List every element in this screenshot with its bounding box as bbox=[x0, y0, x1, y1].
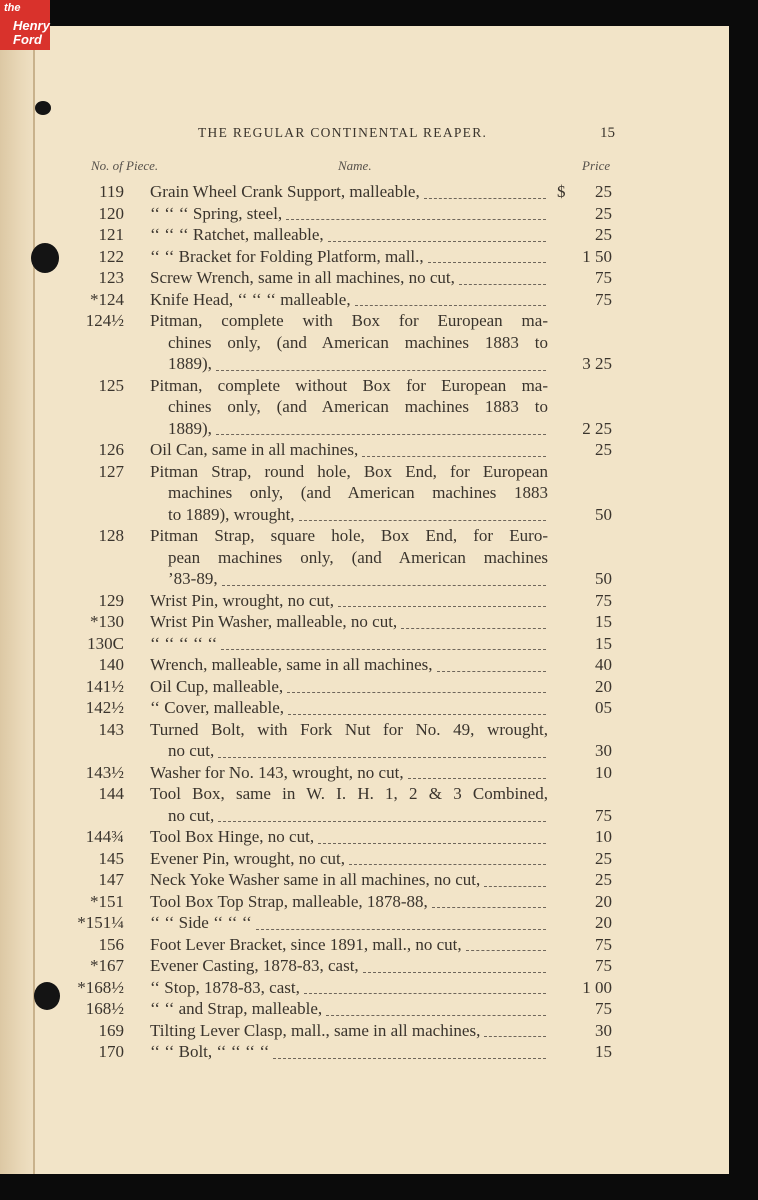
price: 2 25 bbox=[582, 418, 612, 438]
part-name bbox=[150, 783, 548, 826]
price: 75 bbox=[595, 934, 612, 954]
part-name bbox=[150, 697, 548, 719]
parts-price-list bbox=[0, 181, 729, 1063]
table-row bbox=[0, 869, 729, 891]
part-name-text: ‘‘ ‘‘ ‘‘ ‘‘ ‘‘ bbox=[150, 633, 218, 653]
piece-number: 147 bbox=[98, 870, 124, 889]
dotted-leader bbox=[328, 241, 546, 242]
page-title: THE REGULAR CONTINENTAL REAPER. bbox=[198, 125, 488, 140]
dotted-leader bbox=[408, 778, 546, 779]
part-name-line bbox=[150, 826, 548, 848]
price: 25 bbox=[595, 848, 612, 868]
dotted-leader bbox=[299, 520, 546, 521]
table-row bbox=[0, 289, 729, 311]
dotted-leader bbox=[318, 843, 546, 844]
piece-number: 170 bbox=[98, 1042, 124, 1061]
part-name-text: Grain Wheel Crank Support, malleable, bbox=[150, 182, 420, 201]
dotted-leader bbox=[437, 671, 546, 672]
part-name-line bbox=[150, 267, 548, 289]
price: 20 bbox=[595, 676, 612, 696]
dotted-leader bbox=[326, 1015, 546, 1016]
price: 25 bbox=[595, 182, 612, 201]
part-name-line bbox=[150, 697, 548, 719]
part-name-line bbox=[150, 740, 548, 762]
dotted-leader bbox=[432, 907, 546, 908]
dotted-leader bbox=[484, 1036, 546, 1037]
column-header-piece-number: No. of Piece. bbox=[91, 158, 159, 173]
part-name-text: Wrist Pin, wrought, no cut, bbox=[150, 590, 334, 610]
piece-number: 142½ bbox=[85, 698, 124, 717]
price: 25 bbox=[595, 225, 612, 244]
table-row bbox=[0, 310, 729, 375]
part-name-text: ‘‘ ‘‘ Bracket for Folding Platform, mall., bbox=[150, 246, 424, 266]
part-name bbox=[150, 676, 548, 698]
part-name-line bbox=[150, 805, 548, 827]
part-name-text: pean machines only, (and American machines bbox=[168, 547, 548, 567]
price: 30 bbox=[595, 741, 612, 760]
part-name-text: Pitman Strap, square hole, Box End, for Euro- bbox=[150, 526, 548, 545]
table-row bbox=[0, 461, 729, 526]
part-name-line bbox=[150, 1041, 548, 1063]
piece-number: 127 bbox=[98, 461, 124, 481]
part-name-line bbox=[150, 590, 548, 612]
part-name-text: to 1889), wrought, bbox=[168, 504, 295, 524]
piece-number: 145 bbox=[98, 848, 124, 868]
piece-number: 143½ bbox=[85, 762, 124, 782]
table-row bbox=[0, 246, 729, 268]
part-name-text: ’83-89, bbox=[168, 569, 218, 588]
dotted-leader bbox=[286, 219, 546, 220]
part-name bbox=[150, 977, 548, 999]
price: 1 50 bbox=[582, 246, 612, 266]
table-row bbox=[0, 719, 729, 762]
part-name-text: ‘‘ ‘‘ ‘‘ Spring, steel, bbox=[150, 203, 283, 223]
part-name bbox=[150, 289, 548, 311]
part-name-text: Tool Box, same in W. I. H. 1, 2 & 3 Combined, bbox=[150, 784, 548, 803]
dotted-leader bbox=[428, 262, 546, 263]
part-name-text: Tilting Lever Clasp, mall., same in all machines, bbox=[150, 1020, 481, 1040]
part-name-line bbox=[150, 181, 548, 203]
piece-number: 130C bbox=[87, 633, 124, 653]
piece-number: 144 bbox=[98, 784, 124, 803]
part-name-text: ‘‘ ‘‘ Bolt, ‘‘ ‘‘ ‘‘ ‘‘ bbox=[150, 1042, 270, 1061]
table-row bbox=[0, 676, 729, 698]
part-name-line bbox=[150, 891, 548, 913]
part-name-line bbox=[150, 869, 548, 891]
logo-text: Henry bbox=[13, 18, 50, 33]
part-name-text: Oil Cup, malleable, bbox=[150, 676, 284, 696]
price: 20 bbox=[595, 913, 612, 932]
part-name-text: Turned Bolt, with Fork Nut for No. 49, wrought, bbox=[150, 719, 548, 739]
dotted-leader bbox=[355, 305, 546, 306]
part-name-line bbox=[150, 375, 548, 397]
table-row bbox=[0, 826, 729, 848]
dotted-leader bbox=[256, 929, 546, 930]
part-name-text: machines only, (and American machines 1883 bbox=[168, 483, 548, 502]
piece-number: *151 bbox=[90, 891, 124, 911]
dotted-leader bbox=[304, 993, 546, 994]
part-name bbox=[150, 998, 548, 1020]
price: 75 bbox=[595, 805, 612, 825]
dotted-leader bbox=[216, 434, 546, 435]
part-name-text: Oil Can, same in all machines, bbox=[150, 440, 359, 459]
part-name-text: Tool Box Hinge, no cut, bbox=[150, 827, 315, 846]
column-header-price: Price bbox=[582, 158, 611, 173]
table-row bbox=[0, 977, 729, 999]
piece-number: *168½ bbox=[77, 977, 124, 997]
price: 15 bbox=[595, 633, 612, 653]
table-row bbox=[0, 891, 729, 913]
piece-number: 129 bbox=[98, 590, 124, 610]
part-name-line bbox=[150, 461, 548, 483]
table-row bbox=[0, 1020, 729, 1042]
part-name-text: Wrist Pin Washer, malleable, no cut, bbox=[150, 612, 398, 631]
part-name bbox=[150, 762, 548, 784]
part-name-text: 1889), bbox=[168, 418, 212, 438]
part-name-line bbox=[150, 783, 548, 805]
part-name bbox=[150, 525, 548, 590]
part-name-text: ‘‘ ‘‘ ‘‘ Ratchet, malleable, bbox=[150, 225, 324, 244]
part-name-line bbox=[150, 654, 548, 676]
part-name-text: no cut, bbox=[168, 805, 215, 825]
part-name-text: 1889), bbox=[168, 354, 212, 373]
piece-number: 144¾ bbox=[85, 827, 124, 846]
dotted-leader bbox=[349, 864, 546, 865]
table-row bbox=[0, 955, 729, 977]
table-row bbox=[0, 848, 729, 870]
part-name bbox=[150, 891, 548, 913]
price: 75 bbox=[595, 289, 612, 309]
price: 50 bbox=[595, 569, 612, 588]
dotted-leader bbox=[287, 692, 546, 693]
part-name-line bbox=[150, 633, 548, 655]
price: 3 25 bbox=[582, 354, 612, 373]
piece-number: 128 bbox=[98, 526, 124, 545]
table-row bbox=[0, 697, 729, 719]
part-name-text: no cut, bbox=[168, 741, 215, 760]
piece-number: *124 bbox=[90, 289, 124, 309]
part-name-line bbox=[150, 525, 548, 547]
piece-number: *167 bbox=[90, 956, 124, 975]
part-name-text: ‘‘ ‘‘ and Strap, malleable, bbox=[150, 999, 323, 1018]
table-row bbox=[0, 525, 729, 590]
table-row bbox=[0, 203, 729, 225]
price: 1 00 bbox=[582, 977, 612, 997]
price: 10 bbox=[595, 827, 612, 846]
part-name-line bbox=[150, 955, 548, 977]
logo-text: the bbox=[4, 2, 21, 14]
price: 20 bbox=[595, 891, 612, 911]
part-name bbox=[150, 719, 548, 762]
part-name bbox=[150, 439, 548, 461]
dotted-leader bbox=[459, 284, 546, 285]
part-name-line bbox=[150, 332, 548, 354]
part-name bbox=[150, 654, 548, 676]
piece-number: *130 bbox=[90, 612, 124, 631]
dotted-leader bbox=[466, 950, 546, 951]
part-name-text: Tool Box Top Strap, malleable, 1878-88, bbox=[150, 891, 428, 911]
piece-number: 123 bbox=[98, 268, 124, 287]
part-name-line bbox=[150, 482, 548, 504]
part-name bbox=[150, 826, 548, 848]
dotted-leader bbox=[221, 649, 546, 650]
table-row bbox=[0, 998, 729, 1020]
part-name-text: chines only, (and American machines 1883 to bbox=[168, 397, 548, 416]
price: 05 bbox=[595, 698, 612, 717]
table-row bbox=[0, 912, 729, 934]
dollar-sign: $ bbox=[557, 182, 566, 201]
piece-number: 141½ bbox=[85, 676, 124, 696]
part-name-line bbox=[150, 203, 548, 225]
part-name-line bbox=[150, 353, 548, 375]
part-name bbox=[150, 246, 548, 268]
part-name-line bbox=[150, 568, 548, 590]
part-name-line bbox=[150, 246, 548, 268]
table-row bbox=[0, 1041, 729, 1063]
part-name-line bbox=[150, 719, 548, 741]
dotted-leader bbox=[484, 886, 546, 887]
part-name-line bbox=[150, 439, 548, 461]
piece-number: 156 bbox=[98, 934, 124, 954]
part-name bbox=[150, 869, 548, 891]
price: 25 bbox=[595, 870, 612, 889]
table-row bbox=[0, 783, 729, 826]
part-name-text: Pitman Strap, round hole, Box End, for European bbox=[150, 461, 548, 481]
table-row bbox=[0, 762, 729, 784]
part-name-text: Knife Head, ‘‘ ‘‘ ‘‘ malleable, bbox=[150, 289, 351, 309]
piece-number: 126 bbox=[98, 440, 124, 459]
part-name-line bbox=[150, 998, 548, 1020]
price: 15 bbox=[595, 1042, 612, 1061]
table-row bbox=[0, 181, 729, 203]
part-name bbox=[150, 461, 548, 526]
price: 15 bbox=[595, 612, 612, 631]
table-row bbox=[0, 590, 729, 612]
part-name-line bbox=[150, 396, 548, 418]
part-name bbox=[150, 224, 548, 246]
table-row bbox=[0, 439, 729, 461]
piece-number: 169 bbox=[98, 1020, 124, 1040]
part-name-text: Foot Lever Bracket, since 1891, mall., no cut, bbox=[150, 934, 462, 954]
piece-number: 120 bbox=[98, 203, 124, 223]
henry-ford-logo bbox=[0, 0, 50, 50]
part-name-line bbox=[150, 418, 548, 440]
table-row bbox=[0, 375, 729, 440]
column-header-name: Name. bbox=[338, 158, 372, 173]
part-name bbox=[150, 590, 548, 612]
part-name-text: ‘‘ ‘‘ Side ‘‘ ‘‘ ‘‘ bbox=[150, 913, 252, 932]
part-name bbox=[150, 181, 548, 203]
price: 10 bbox=[595, 762, 612, 782]
part-name-text: Neck Yoke Washer same in all machines, no cut, bbox=[150, 870, 481, 889]
part-name-line bbox=[150, 289, 548, 311]
dotted-leader bbox=[363, 972, 546, 973]
dotted-leader bbox=[288, 714, 546, 715]
part-name-text: Screw Wrench, same in all machines, no cut, bbox=[150, 268, 455, 287]
piece-number: *151¼ bbox=[77, 913, 124, 932]
price: 75 bbox=[595, 999, 612, 1018]
table-row bbox=[0, 633, 729, 655]
part-name-line bbox=[150, 310, 548, 332]
piece-number: 122 bbox=[98, 246, 124, 266]
price: 75 bbox=[595, 268, 612, 287]
part-name bbox=[150, 375, 548, 440]
part-name-line bbox=[150, 611, 548, 633]
piece-number: 119 bbox=[99, 182, 124, 201]
part-name bbox=[150, 310, 548, 375]
part-name-text: Pitman, complete without Box for European ma- bbox=[150, 375, 548, 395]
table-row bbox=[0, 611, 729, 633]
piece-number: 124½ bbox=[85, 311, 124, 330]
part-name bbox=[150, 1041, 548, 1063]
part-name-line bbox=[150, 224, 548, 246]
part-name-text: Evener Casting, 1878-83, cast, bbox=[150, 956, 359, 975]
piece-number: 140 bbox=[98, 655, 124, 674]
price: 25 bbox=[595, 203, 612, 223]
dotted-leader bbox=[273, 1058, 546, 1059]
part-name-line bbox=[150, 934, 548, 956]
price: 75 bbox=[595, 590, 612, 610]
piece-number: 121 bbox=[98, 225, 124, 244]
binding-hole-icon bbox=[35, 101, 51, 115]
part-name-line bbox=[150, 547, 548, 569]
part-name-text: Washer for No. 143, wrought, no cut, bbox=[150, 762, 404, 782]
part-name bbox=[150, 848, 548, 870]
dotted-leader bbox=[216, 370, 546, 371]
catalog-page bbox=[0, 26, 729, 1174]
part-name-text: ‘‘ Stop, 1878-83, cast, bbox=[150, 977, 300, 997]
table-row bbox=[0, 267, 729, 289]
part-name bbox=[150, 611, 548, 633]
part-name-line bbox=[150, 977, 548, 999]
part-name-text: Evener Pin, wrought, no cut, bbox=[150, 848, 345, 868]
part-name bbox=[150, 934, 548, 956]
table-row bbox=[0, 224, 729, 246]
table-row bbox=[0, 654, 729, 676]
part-name-line bbox=[150, 848, 548, 870]
part-name-text: Wrench, malleable, same in all machines, bbox=[150, 655, 433, 674]
piece-number: 143 bbox=[98, 719, 124, 739]
price: 40 bbox=[595, 655, 612, 674]
piece-number: 168½ bbox=[85, 999, 124, 1018]
part-name-text: chines only, (and American machines 1883 to bbox=[168, 332, 548, 352]
part-name-text: Pitman, complete with Box for European ma- bbox=[150, 311, 548, 330]
dotted-leader bbox=[338, 606, 546, 607]
dotted-leader bbox=[424, 198, 546, 199]
page-number: 15 bbox=[600, 125, 615, 141]
piece-number: 125 bbox=[98, 375, 124, 395]
dotted-leader bbox=[218, 821, 546, 822]
part-name-line bbox=[150, 1020, 548, 1042]
part-name-line bbox=[150, 762, 548, 784]
part-name bbox=[150, 633, 548, 655]
dotted-leader bbox=[218, 757, 546, 758]
price: 50 bbox=[595, 504, 612, 524]
logo-text: Ford bbox=[13, 32, 42, 47]
dotted-leader bbox=[222, 585, 546, 586]
part-name-line bbox=[150, 912, 548, 934]
price: 75 bbox=[595, 956, 612, 975]
part-name-line bbox=[150, 504, 548, 526]
part-name-text: ‘‘ Cover, malleable, bbox=[150, 698, 284, 717]
part-name-line bbox=[150, 676, 548, 698]
price: 30 bbox=[595, 1020, 612, 1040]
dotted-leader bbox=[401, 628, 546, 629]
part-name bbox=[150, 955, 548, 977]
part-name bbox=[150, 912, 548, 934]
part-name bbox=[150, 1020, 548, 1042]
dotted-leader bbox=[362, 456, 546, 457]
table-row bbox=[0, 934, 729, 956]
part-name bbox=[150, 203, 548, 225]
part-name bbox=[150, 267, 548, 289]
price: 25 bbox=[595, 440, 612, 459]
